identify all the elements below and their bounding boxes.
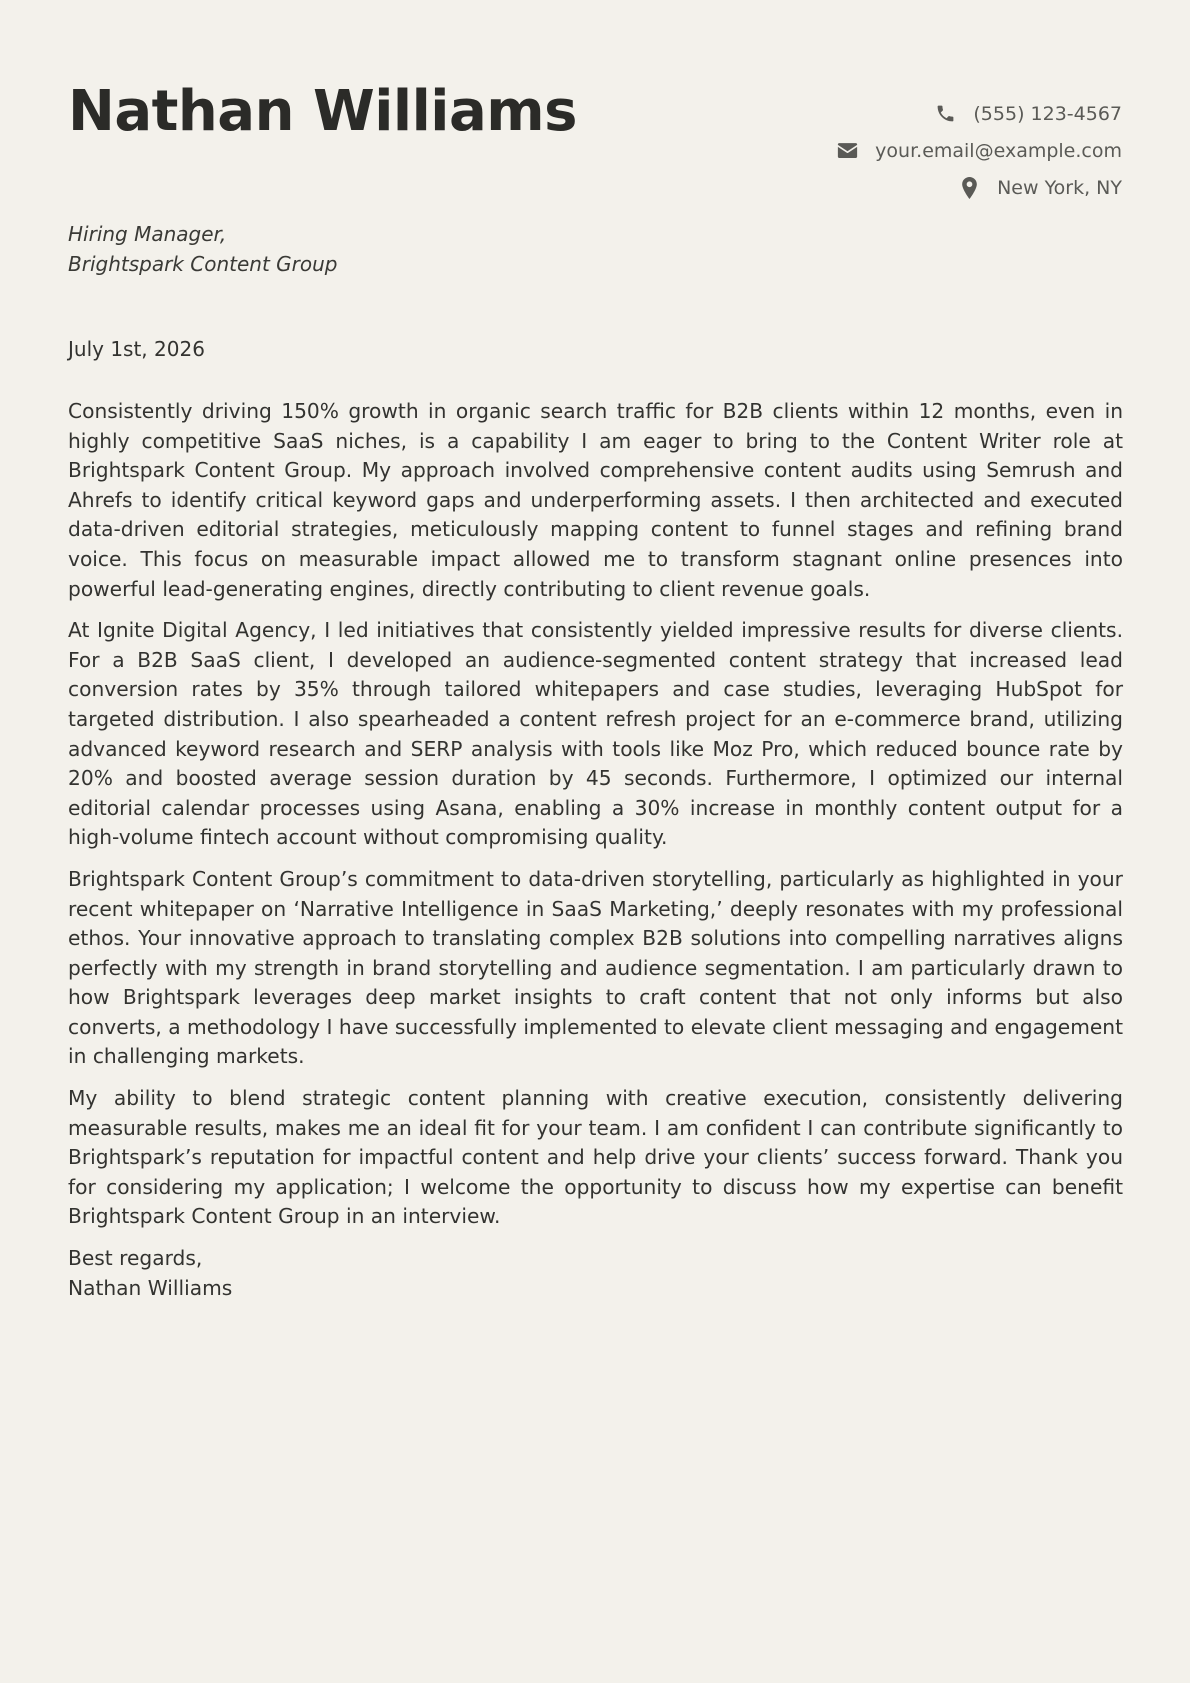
letter-body [68, 397, 1123, 1303]
recipient-title: Hiring Manager, [68, 222, 227, 246]
contact-email [836, 132, 1122, 169]
applicant-name: Nathan Williams [68, 79, 577, 144]
envelope-icon [836, 140, 858, 162]
body-paragraph: Consistently driving 150% growth in organic search traffic for B2B clients within 12 months, even in highly competitive SaaS niches, is a capability I am eager to bring to the Content Writer role at Brightspark Content Group. My approach involved comprehensive content audits using Semrush and Ahrefs to identify critical keyword gaps and underperforming assets. I then architected and executed data-driven editorial strategies, meticulously mapping content to funnel stages and refining brand voice. This focus on measurable impact allowed me to transform stagnant online presences into powerful lead-generating engines, directly contributing to client revenue goals. [68, 399, 1123, 601]
contact-location [836, 169, 1122, 206]
closing-block [68, 1244, 1123, 1303]
phone-number: (555) 123-4567 [973, 102, 1122, 125]
body-paragraph: At Ignite Digital Agency, I led initiatives that consistently yielded impressive results for diverse clients. For a B2B SaaS client, I developed an audience-segmented content strategy that increased lead conversion rates by 35% through tailored whitepapers and case studies, leveraging HubSpot for targeted distribution. I also spearheaded a content refresh project for an e-commerce brand, utilizing advanced keyword research and SERP analysis with tools like Moz Pro, which reduced bounce rate by 20% and boosted average session duration by 45 seconds. Furthermore, I optimized our internal editorial calendar processes using Asana, enabling a 30% increase in monthly content output for a high-volume fintech account without compromising quality. [68, 618, 1123, 850]
map-pin-icon [958, 177, 980, 199]
letter-header [68, 0, 1122, 205]
recipient-company: Brightspark Content Group [68, 252, 338, 276]
body-paragraph: My ability to blend strategic content planning with creative execution, consistently delivering measurable results, makes me an ideal fit for your team. I am confident I can contribute significantly to Brightspark’s reputation for impactful content and help drive your clients’ success forward. Thank you for considering my application; I welcome the opportunity to discuss how my expertise can benefit Brightspark Content Group in an interview. [68, 1086, 1123, 1229]
closing-salutation: Best regards, [68, 1246, 203, 1271]
contact-phone [836, 95, 1122, 132]
contact-list [836, 95, 1122, 206]
closing-signature: Nathan Williams [68, 1275, 233, 1300]
body-paragraph: Brightspark Content Group’s commitment to data-driven storytelling, particularly as highlighted in your recent whitepaper on ‘Narrative Intelligence in SaaS Marketing,’ deeply resonates with my professional ethos. Your innovative approach to translating complex B2B solutions into compelling narratives aligns perfectly with my strength in brand storytelling and audience segmentation. I am particularly drawn to how Brightspark leverages deep market insights to craft content that not only informs but also converts, a methodology I have successfully implemented to elevate client messaging and engagement in challenging markets. [68, 866, 1123, 1069]
email-address: your.email@example.com [875, 139, 1122, 162]
letter-date: July 1st, 2026 [68, 337, 205, 361]
phone-icon [934, 103, 956, 125]
recipient-block [68, 219, 337, 279]
location-text: New York, NY [997, 176, 1122, 199]
